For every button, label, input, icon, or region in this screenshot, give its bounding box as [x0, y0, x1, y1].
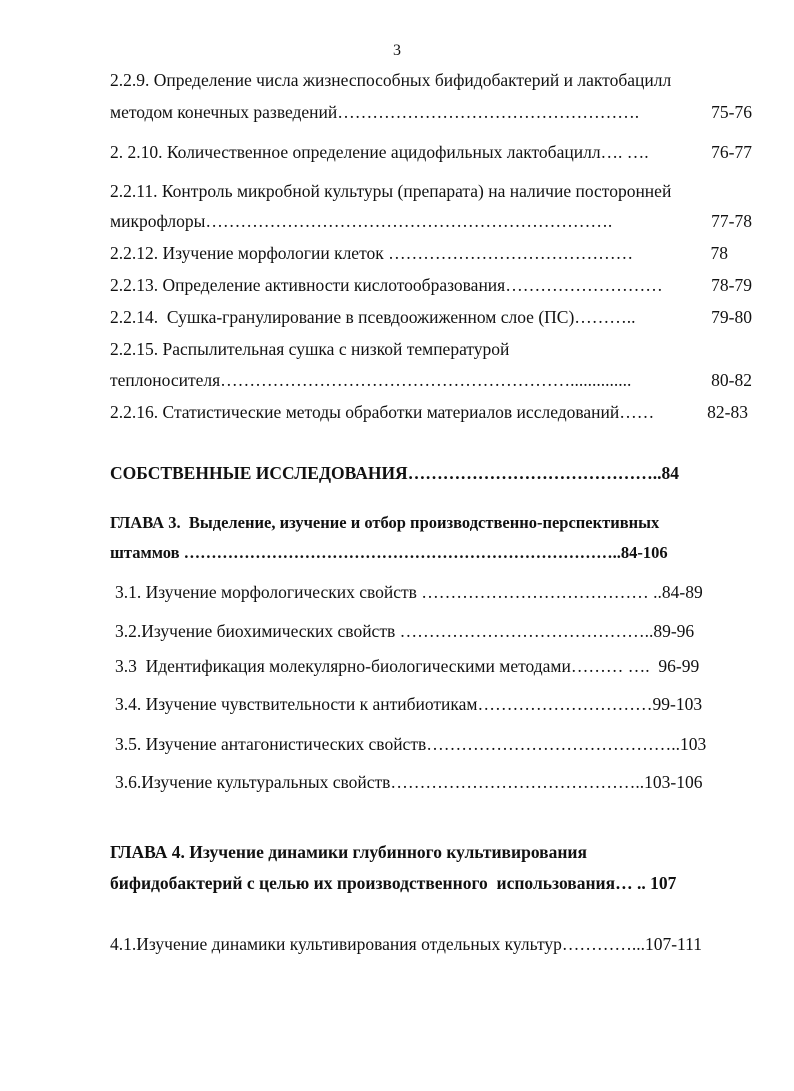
chapter4-title-line2: бифидобактерий с целью их производственного использования… .. 107	[110, 873, 677, 893]
chapter4-title-line1: ГЛАВА 4. Изучение динамики глубинного культивирования	[110, 842, 587, 862]
toc-entry-2-2-9-line1: 2.2.9. Определение числа жизнеспособных бифидобактерий и лактобацилл	[110, 70, 672, 90]
toc-entry-3-4: 3.4. Изучение чувствительности к антибиотикам…………………………99-103	[115, 694, 703, 714]
chapter3-title-line2: штаммов ……………………………………………………………………..84-106	[110, 543, 668, 562]
toc-entry-3-3: 3.3 Идентификация молекулярно-биологическими методами……… …. 96-99	[115, 656, 700, 676]
toc-entry-3-6: 3.6.Изучение культуральных свойств……………………………………..103-106	[115, 772, 703, 792]
toc-entry-2-2-15-line2: теплоносителя……………………………………………………..............	[110, 370, 632, 390]
toc-entry-2-2-12: 2.2.12. Изучение морфологии клеток ……………………………………	[110, 243, 634, 263]
page-number: 3	[393, 42, 401, 59]
toc-entry-3-5: 3.5. Изучение антагонистических свойств……………………………………..103	[115, 734, 707, 754]
toc-entry-2-2-13-pages: 78-79	[711, 275, 752, 295]
toc-entry-2-2-10-pages: 76-77	[711, 142, 752, 162]
chapter3-title-line1: ГЛАВА 3. Выделение, изучение и отбор производственно-перспективных	[110, 513, 660, 532]
toc-entry-2-2-13: 2.2.13. Определение активности кислотообразования………………………	[110, 275, 663, 295]
toc-entry-2-2-9-pages: 75-76	[711, 102, 752, 122]
toc-entry-2-2-16: 2.2.16. Статистические методы обработки материалов исследований……	[110, 402, 655, 422]
toc-entry-2-2-10: 2. 2.10. Количественное определение ацидофильных лактобацилл…. ….	[110, 142, 649, 162]
toc-entry-2-2-16-pages: 82-83	[707, 402, 748, 422]
toc-entry-2-2-15-pages: 80-82	[711, 370, 752, 390]
toc-entry-2-2-9-line2: методом конечных разведений…………………………………………….	[110, 102, 640, 122]
toc-entry-2-2-12-pages: 78	[710, 243, 728, 263]
toc-entry-3-1: 3.1. Изучение морфологических свойств ………………………………… ..84-89	[115, 582, 703, 602]
toc-entry-2-2-14: 2.2.14. Сушка-гранулирование в псевдоожиженном слое (ПС)………..	[110, 307, 636, 327]
toc-entry-4-1: 4.1.Изучение динамики культивирования отдельных культур…………...107-111	[110, 934, 703, 954]
toc-entry-3-2: 3.2.Изучение биохимических свойств ……………………………………..89-96	[115, 621, 695, 641]
toc-entry-2-2-11-line2: микрофлоры…………………………………………………………….	[110, 211, 613, 231]
toc-entry-2-2-11-pages: 77-78	[711, 211, 752, 231]
toc-entry-2-2-15-line1: 2.2.15. Распылительная сушка с низкой температурой	[110, 339, 510, 359]
own-research-heading: СОБСТВЕННЫЕ ИССЛЕДОВАНИЯ……………………………………..84	[110, 463, 679, 483]
toc-entry-2-2-14-pages: 79-80	[711, 307, 752, 327]
toc-entry-2-2-11-line1: 2.2.11. Контроль микробной культуры (препарата) на наличие посторонней	[110, 181, 672, 201]
